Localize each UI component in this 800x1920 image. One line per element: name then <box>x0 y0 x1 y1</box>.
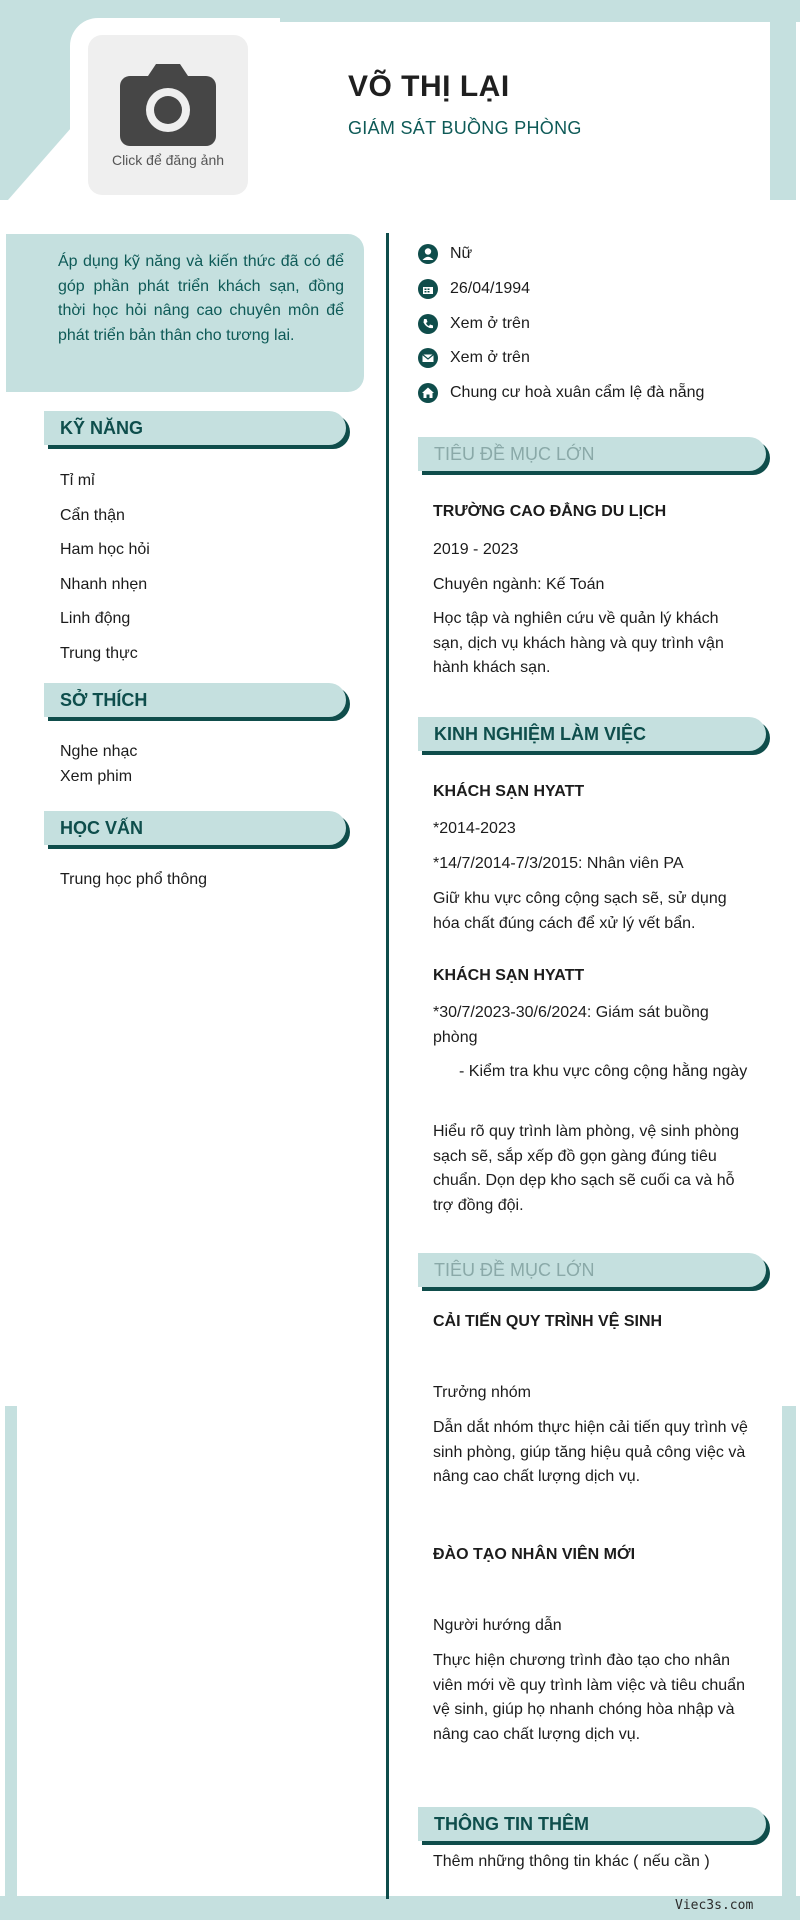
list-item: Linh động <box>60 610 131 628</box>
education-description: Học tập và nghiên cứu về quản lý khách sạn, dịch vụ khách hàng và quy trình vận hành khách sạn. <box>433 610 724 676</box>
list-item: Trung học phổ thông <box>60 871 208 888</box>
skills-heading: KỸ NĂNG <box>44 411 346 445</box>
right-bottom-strip <box>782 1406 796 1906</box>
right-decor-strip <box>770 0 796 200</box>
job-task: - Kiểm tra khu vực công cộng hằng ngày <box>459 1063 748 1080</box>
candidate-name: VÕ THỊ LẠI <box>348 70 510 103</box>
activities-heading: TIÊU ĐỀ MỤC LỚN <box>418 1253 766 1287</box>
header-corner-diagonal <box>8 120 78 200</box>
hobbies-list <box>60 739 137 789</box>
list-item: Trung thực <box>60 644 138 662</box>
activity-description: Thực hiện chương trình đào tạo cho nhân viên mới về quy trình làm việc và tiêu chuẩn vệ sinh, giúp họ nhanh chóng hòa nhập và nâng cao chất lượng dịch vụ. <box>433 1652 745 1743</box>
list-item: Cẩn thận <box>60 506 125 524</box>
birthday-value: 26/04/1994 <box>450 280 531 297</box>
person-icon <box>418 244 438 264</box>
contact-birthday <box>418 279 530 299</box>
experience-heading: KINH NGHIỆM LÀM VIỆC <box>418 717 766 751</box>
photo-caption: Click để đăng ảnh <box>111 152 225 168</box>
job-company: KHÁCH SẠN HYATT <box>433 967 585 984</box>
activity-name: CẢI TIẾN QUY TRÌNH VỆ SINH <box>433 1313 663 1330</box>
photo-upload[interactable] <box>88 35 248 195</box>
education-major: Chuyên ngành: Kế Toán <box>433 576 605 593</box>
job-description: Giữ khu vực công cộng sạch sẽ, sử dụng hóa chất đúng cách để xử lý vết bẩn. <box>433 890 727 932</box>
education-heading: TIÊU ĐỀ MỤC LỚN <box>418 437 766 471</box>
education-left-heading: HỌC VẤN <box>44 811 346 845</box>
list-item: Ham học hỏi <box>60 541 150 559</box>
job-role: *30/7/2023-30/6/2024: Giám sát buồng phòng <box>433 1004 709 1046</box>
contact-address <box>418 383 704 403</box>
job-description: Hiểu rõ quy trình làm phòng, vệ sinh phòng sạch sẽ, sắp xếp đồ gọn gàng đúng tiêu chuẩn. Dọn dẹp kho sạch sẽ cuối ca và hỗ trợ đồng đội. <box>433 1123 739 1214</box>
watermark: Viec3s.com <box>675 1898 754 1913</box>
home-icon <box>418 383 438 403</box>
list-item: Nhanh nhẹn <box>60 575 148 593</box>
list-item: Nghe nhạc <box>60 743 138 760</box>
phone-value: Xem ở trên <box>450 315 530 332</box>
list-item: Tỉ mỉ <box>60 472 95 489</box>
calendar-icon <box>418 279 438 299</box>
activity-description: Dẫn dắt nhóm thực hiện cải tiến quy trình vệ sinh phòng, giúp tăng hiệu quả công việc và nâng cao chất lượng dịch vụ. <box>433 1419 748 1485</box>
left-bottom-strip <box>5 1406 17 1906</box>
activity-role: Trưởng nhóm <box>433 1384 531 1401</box>
additional-text: Thêm những thông tin khác ( nếu cần ) <box>433 1853 710 1870</box>
camera-icon <box>120 62 216 146</box>
job-title: GIÁM SÁT BUỒNG PHÒNG <box>348 118 582 138</box>
address-value: Chung cư hoà xuân cẩm lệ đà nẵng <box>450 384 705 401</box>
phone-icon <box>418 314 438 334</box>
contact-gender <box>418 244 472 264</box>
job-role: *14/7/2014-7/3/2015: Nhân viên PA <box>433 855 684 872</box>
education-left-list <box>60 867 207 892</box>
email-value: Xem ở trên <box>450 349 530 366</box>
activity-name: ĐÀO TẠO NHÂN VIÊN MỚI <box>433 1546 636 1563</box>
school-name: TRƯỜNG CAO ĐẲNG DU LỊCH <box>433 503 667 520</box>
career-objective: Áp dụng kỹ năng và kiến thức đã có để góp phần phát triển khách sạn, đồng thời học hỏi nâng cao chuyên môn để phát triển bản thân cho tương lai. <box>6 234 364 392</box>
contact-email <box>418 348 530 368</box>
skills-list <box>60 464 150 672</box>
hobbies-heading: SỞ THÍCH <box>44 683 346 717</box>
education-period: 2019 - 2023 <box>433 541 519 558</box>
left-decor-strip <box>0 0 8 200</box>
column-divider <box>386 233 389 1899</box>
envelope-icon <box>418 348 438 368</box>
header-gap <box>8 200 770 230</box>
contact-phone <box>418 314 530 334</box>
additional-heading: THÔNG TIN THÊM <box>418 1807 766 1841</box>
gender-value: Nữ <box>450 245 473 262</box>
activity-role: Người hướng dẫn <box>433 1617 562 1634</box>
job-period: *2014-2023 <box>433 820 516 837</box>
list-item: Xem phim <box>60 768 133 785</box>
job-company: KHÁCH SẠN HYATT <box>433 783 585 800</box>
